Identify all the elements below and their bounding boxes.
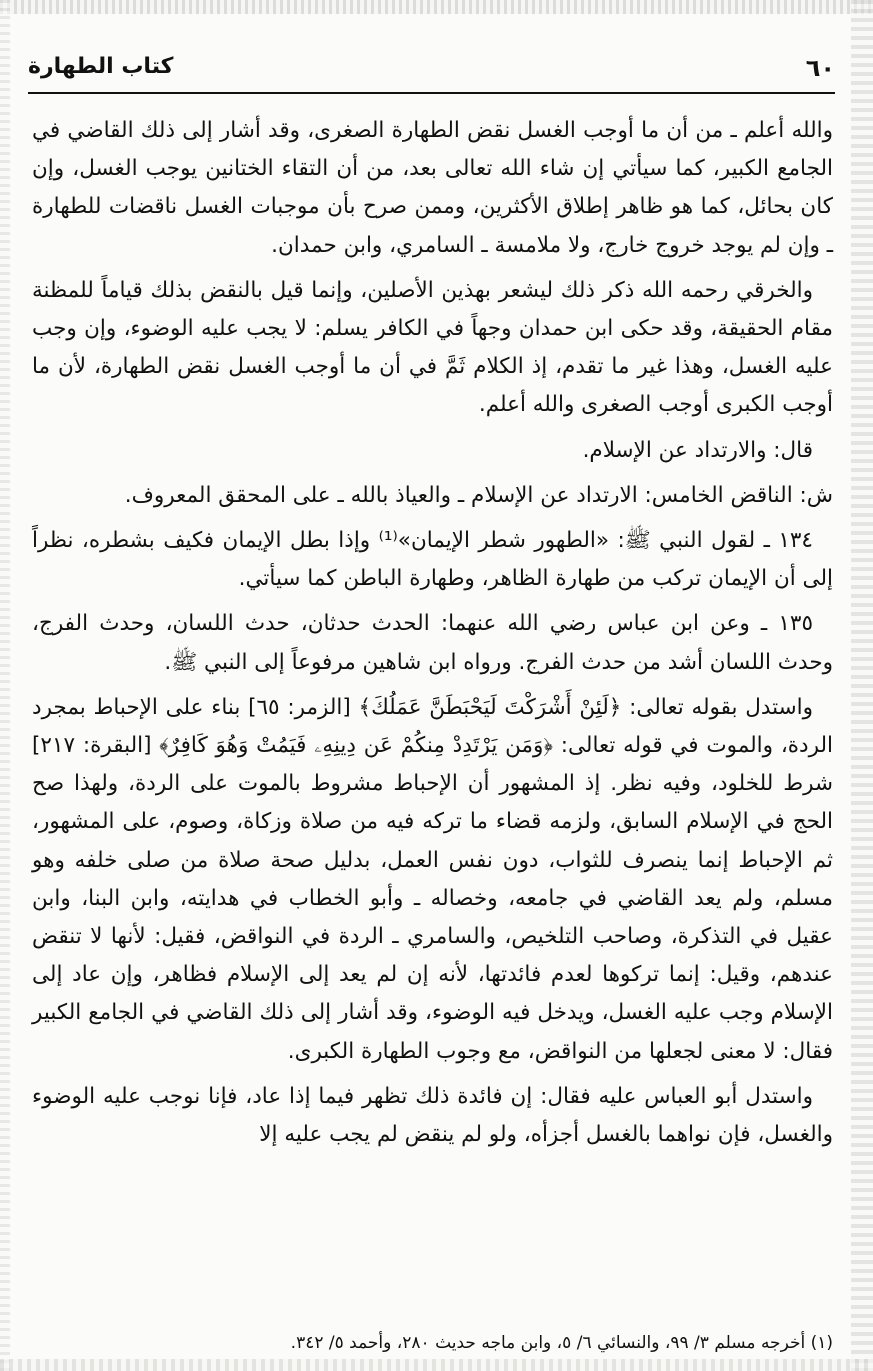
scan-edge-right xyxy=(851,0,873,1371)
paragraph: والخرقي رحمه الله ذكر ذلك ليشعر بهذين الأصلين، وإنما قيل بالنقض بذلك قياماً للمظنة مقام الحقيقة، وقد حكى ابن حمدان وجهاً في الكافر يسلم: لا يجب عليه الوضوء، وإن وجب عليه الغسل، وهذا غير ما تقدم، إذ الكلام ثَمَّ في أن ما أوجب الغسل نقض الطهارة، لأن ما أوجب الكبرى أوجب الصغرى والله أعلم. xyxy=(32,277,833,418)
paragraph: واستدل أبو العباس عليه فقال: إن فائدة ذلك تظهر فيما إذا عاد، فإنا نوجب عليه الوضوء والغسل، فإن نواهما بالغسل أجزأه، ولو لم ينقض لم يجب عليه إلا xyxy=(32,1083,833,1148)
scan-edge-bottom xyxy=(0,1359,873,1371)
paragraph: والله أعلم ـ من أن ما أوجب الغسل نقض الطهارة الصغرى، وقد أشار إلى ذلك القاضي في الجامع الكبير، كما سيأتي إن شاء الله تعالى بعد، من أن التقاء الختانين يوجب الغسل، وإن كان بحائل، كما هو ظاهر إطلاق الأكثرين، وممن صرح بأن موجبات الغسل ناقضات للطهارة ـ وإن لم يوجد خروج خارج، ولا ملامسة ـ السامري، وابن حمدان. xyxy=(32,118,833,258)
paragraph: ش: الناقض الخامس: الارتداد عن الإسلام ـ والعياذ بالله ـ على المحقق المعروف. xyxy=(124,482,833,508)
scan-edge-top xyxy=(0,0,873,14)
header-rule xyxy=(28,92,835,94)
paragraph: قال: والارتداد عن الإسلام. xyxy=(582,437,813,463)
page-header xyxy=(28,50,835,90)
running-title: كتاب الطهارة xyxy=(28,54,174,79)
paragraph: ١٣٥ ـ وعن ابن عباس رضي الله عنهما: الحدث حدثان، حدث اللسان، وحدث الفرج، وحدث اللسان أشد من حدث الفرج. ورواه ابن شاهين مرفوعاً إلى النبي ﷺ. xyxy=(32,611,833,675)
main-text xyxy=(32,112,833,1161)
paragraph: ١٣٤ ـ لقول النبي ﷺ: «الطهور شطر الإيمان»⁽¹⁾ وإذا بطل الإيمان فكيف بشطره، نظراً إلى أن الإيمان تركب من طهارة الظاهر، وطهارة الباطن كما سيأتي. xyxy=(32,528,833,592)
scan-edge-left xyxy=(0,0,10,1371)
footnote: (١) أخرجه مسلم ٣/ ٩٩، والنسائي ٦/ ٥، وابن ماجه حديث ٢٨٠، وأحمد ٥/ ٣٤٢. xyxy=(290,1333,833,1353)
page-number: ٦٠ xyxy=(805,54,835,82)
paragraph: واستدل بقوله تعالى: ﴿لَئِنْ أَشْرَكْتَ لَيَحْبَطَنَّ عَمَلُكَ﴾ [الزمر: ٦٥] بناء على الإحباط بمجرد الردة، والموت في قوله تعالى: ﴿وَمَن يَرْتَدِدْ مِنكُمْ عَن دِينِهِۦ فَيَمُتْ وَهُوَ كَافِرٌ﴾ [البقرة: ٢١٧] شرط للخلود، وفيه نظر. إذ المشهور أن الإحباط مشروط بالموت على الردة، ولهذا صح الحج في الإسلام السابق، ولزمه قضاء ما تركه فيه من صلاة وزكاة، وصوم، على المشهور، ثم الإحباط إنما ينصرف للثواب، دون نفس العمل، بدليل صحة صلاة من صلى خلفه وهو مسلم، ولم يعد القاضي في جامعه، وخصاله ـ وأبو الخطاب في هدايته، وابن البنا، وابن عقيل في التذكرة، وصاحب التلخيص، والسامري ـ الردة في النواقض، فقيل: لأنها لا تنقض عندهم، وقيل: إنما تركوها لعدم فائدتها، لأنه إن لم يعد إلى الإسلام فظاهر، وإن عاد إلى الإسلام وجب عليه الغسل، ويدخل فيه الوضوء، وقد أشار إلى ذلك القاضي في الجامع الكبير فقال: لا معنى لجعلها من النواقض، مع وجوب الطهارة الكبرى. xyxy=(32,694,833,1064)
